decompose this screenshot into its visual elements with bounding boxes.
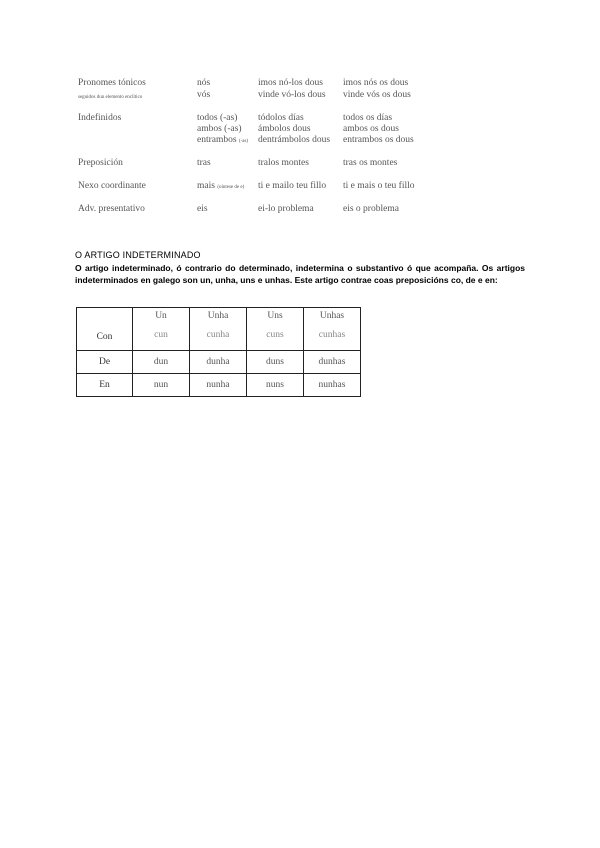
category-label: Pronomes tónicos [78,78,146,88]
row-label-cell: En [77,374,133,397]
contraction-value: cun [154,330,168,340]
contraction-value: nuns [247,374,304,397]
contraction-value: cunhas [318,330,346,340]
contraction-value: nunhas [304,374,361,397]
example-cell: dentrámbolos dous [258,135,331,145]
table-cell [133,308,190,351]
example-cell: ti e mais o teu fillo [343,181,415,191]
category-label: Preposición [78,158,123,168]
contraction-value: cuns [266,330,284,340]
example-cell: imos nó-los dous [258,78,323,88]
pronoun-cell: tras [197,158,211,168]
column-header: Unha [207,311,229,321]
example-cell: tralos montes [258,158,309,168]
contraction-value: dunha [190,351,247,374]
example-cell: imos nós os dous [343,78,409,88]
category-label: Adv. presentativo [78,204,145,214]
column-header: Un [155,311,167,321]
pronoun-cell: vós [197,90,211,100]
column-header: Unhas [319,311,345,321]
pronoun-cell: ambos (-as) [197,124,242,134]
grammar-table [0,0,600,230]
column-header: Uns [267,311,283,321]
table-row [77,351,361,374]
table-cell [304,308,361,351]
example-cell: tódolos días [258,113,304,123]
example-cell: ei-lo problema [258,204,314,214]
section-paragraph: O artigo indeterminado, ó contrario do determinado, indetermina o substantivo ó que acompaña. Os artigos indeterminados en galego son un, unha, uns e unhas. Este artigo contrae coas preposicións co, de e en: [75,263,525,285]
example-cell: vinde vó-los dous [258,90,326,100]
pronoun-cell: todos (-as) [197,113,238,123]
contraction-value: cunha [206,330,230,340]
contraction-value: duns [247,351,304,374]
row-label-cell: De [77,351,133,374]
row-label-cell: Con [77,308,133,351]
pronoun-cell: eis [197,204,208,214]
example-cell: eis o problema [343,204,399,214]
pronoun-note: (oíntese de e) [217,185,245,190]
table-row [77,374,361,397]
example-cell: entrambos os dous [343,135,414,145]
example-cell: ti e mailo teu fillo [258,181,327,191]
section-heading: O ARTIGO INDETERMINADO [75,250,201,260]
example-cell: ambos os dous [343,124,399,134]
table-cell [247,308,304,351]
contraction-value: nunha [190,374,247,397]
category-note: seguidos dun elemento enclítico [78,95,143,100]
pronoun-note: (-as) [238,139,249,144]
contraction-value: dunhas [304,351,361,374]
pronoun-cell: nós [197,78,211,88]
pronoun-cell: mais (oíntese de e) [197,181,245,191]
contraction-value: nun [133,374,190,397]
category-label: Indefinidos [78,113,122,123]
table-cell [190,308,247,351]
example-cell: todos os días [343,113,393,123]
table-row [77,308,361,351]
example-cell: ámbolos dous [258,124,311,134]
contraction-value: dun [133,351,190,374]
category-label: Nexo coordinante [78,181,146,191]
pronoun-cell: entrambos (-as) [197,135,249,145]
example-cell: tras os montes [343,158,398,168]
example-cell: vinde vós os dous [343,90,411,100]
article-contraction-table [76,307,361,397]
